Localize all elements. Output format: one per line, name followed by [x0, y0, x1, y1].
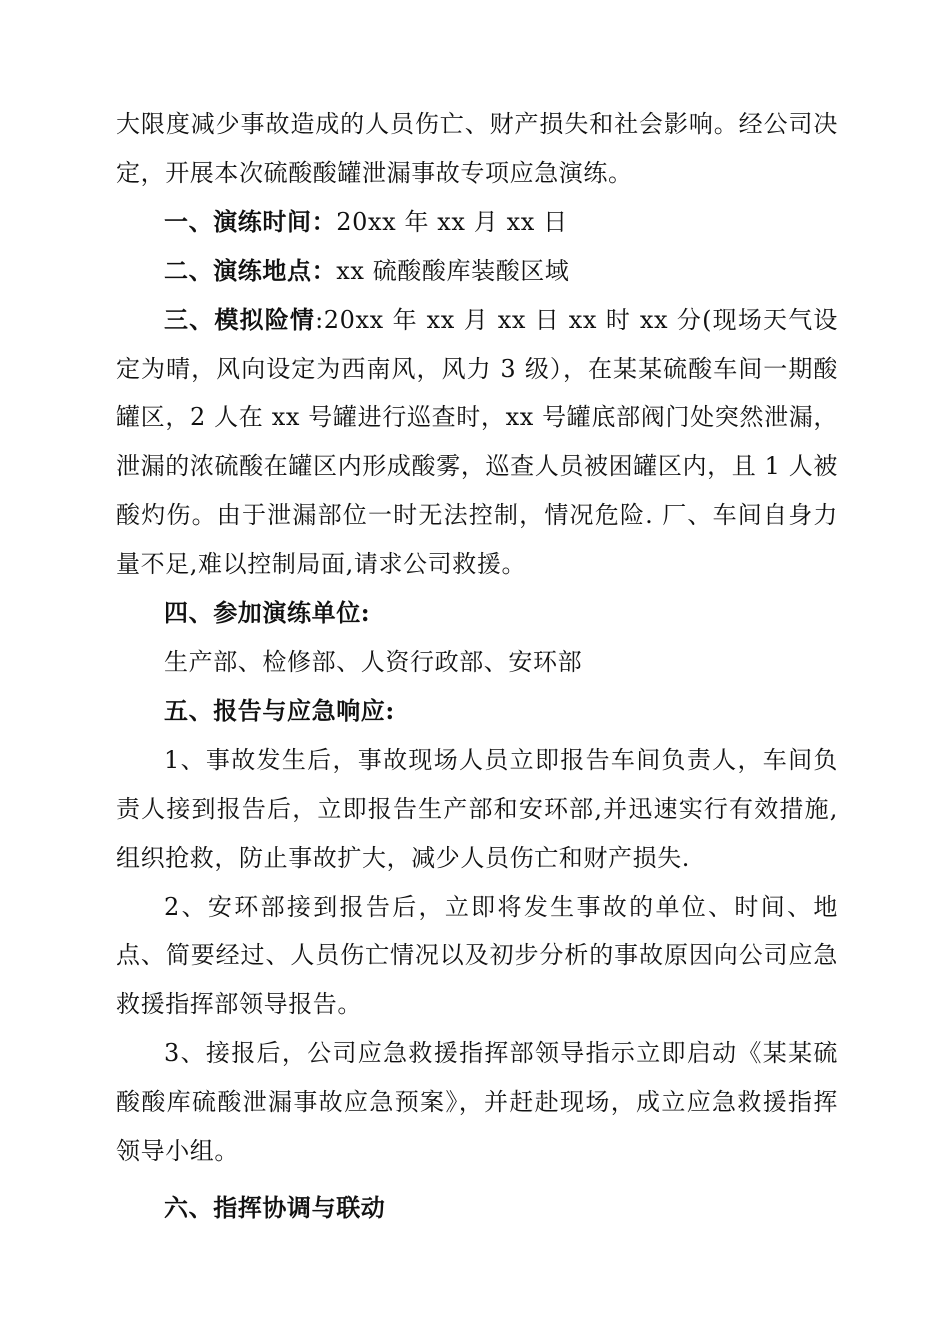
section-drill-time [116, 198, 838, 247]
report-response-item-2: 2、安环部接到报告后，立即将发生事故的单位、时间、地点、简要经过、人员伤亡情况以及初步分析的事故原因向公司应急救援指挥部领导报告。 [116, 892, 838, 1019]
section-simulated-scenario-heading: 三、模拟险情 [164, 304, 316, 334]
section-participants-text: 生产部、检修部、人资行政部、安环部 [164, 647, 583, 676]
section-report-response-heading: 五、报告与应急响应: [164, 695, 395, 725]
section-command-coordination-heading: 六、指挥协调与联动 [164, 1192, 386, 1222]
section-simulated-scenario-text: :20xx 年 xx 月 xx 日 xx 时 xx 分(现场天气设定为晴，风向设定为西南风，风力 3 级），在某某硫酸车间一期酸罐区，2 人在 xx 号罐进行巡查时，xx 号罐底部阀门处突然泄漏，泄漏的浓硫酸在罐区内形成酸雾，巡查人员被困罐区内，且 1 人被酸灼伤。由于泄漏部位一时无法控制，情况危险. 厂、车间自身力量不足,难以控制局面,请求公司救援。 [116, 305, 838, 579]
section-drill-location-text: xx 硫酸酸库装酸区域 [336, 256, 570, 285]
report-response-item-1: 1、事故发生后，事故现场人员立即报告车间负责人，车间负责人接到报告后，立即报告生产部和安环部,并迅速实行有效措施,组织抢救，防止事故扩大，减少人员伤亡和财产损失. [116, 745, 838, 872]
section-drill-location-heading: 二、演练地点： [164, 255, 337, 285]
section-drill-time-text: 20xx 年 xx 月 xx 日 [336, 207, 568, 236]
section-drill-location [116, 247, 838, 296]
section-simulated-scenario [116, 296, 838, 589]
intro-paragraph: 大限度减少事故造成的人员伤亡、财产损失和社会影响。经公司决定，开展本次硫酸酸罐泄漏事故专项应急演练。 [116, 110, 838, 187]
section-participants-heading: 四、参加演练单位: [164, 598, 371, 628]
document-body [116, 100, 838, 1233]
section-drill-time-heading: 一、演练时间： [164, 206, 337, 236]
report-response-item-3: 3、接报后，公司应急救援指挥部领导指示立即启动《某某硫酸酸库硫酸泄漏事故应急预案》，并赶赴现场，成立应急救援指挥领导小组。 [116, 1039, 838, 1166]
